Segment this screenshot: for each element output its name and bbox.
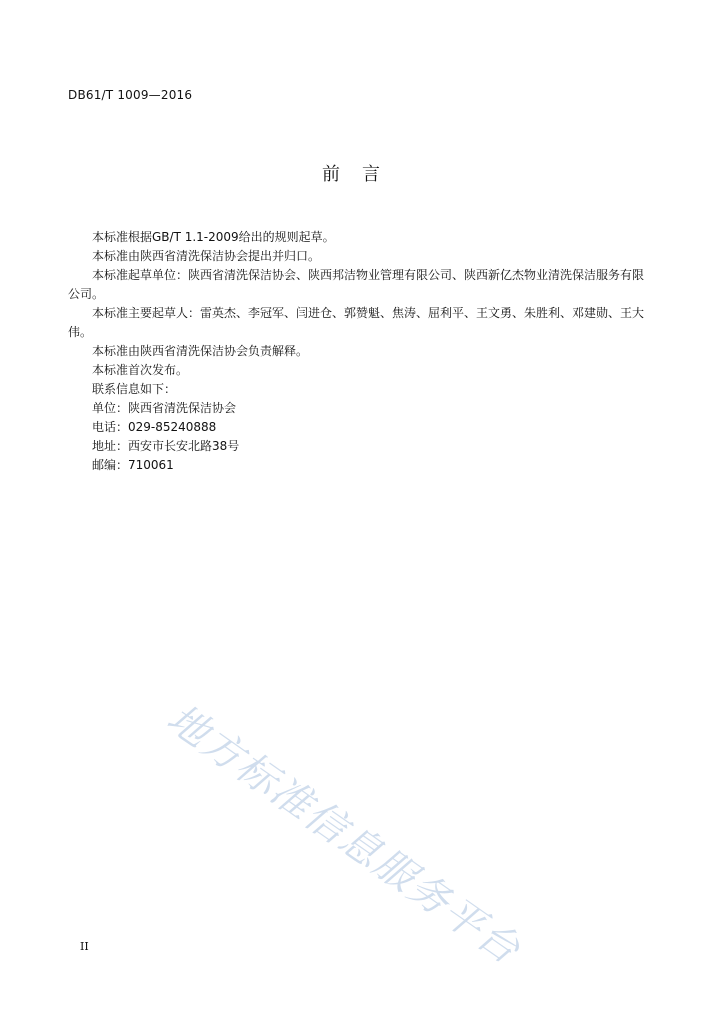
page-number: II bbox=[80, 940, 89, 953]
contact-address: 地址：西安市长安北路38号 bbox=[92, 439, 240, 453]
paragraph-drafting-units: 本标准起草单位：陕西省清洗保洁协会、陕西邦洁物业管理有限公司、陕西新亿杰物业清洗保洁服务有限公司。 bbox=[68, 268, 645, 301]
standard-code-header: DB61/T 1009—2016 bbox=[68, 88, 193, 102]
contact-phone: 电话：029-85240888 bbox=[92, 420, 217, 434]
foreword-content bbox=[68, 228, 648, 475]
page-title: 前言 bbox=[322, 164, 402, 185]
watermark-text: 地方标准信息服务平台 bbox=[158, 695, 529, 974]
contact-postcode: 邮编：710061 bbox=[92, 458, 174, 472]
paragraph-contact-heading: 联系信息如下： bbox=[92, 382, 177, 396]
contact-unit: 单位：陕西省清洗保洁协会 bbox=[92, 401, 237, 415]
paragraph-first-release: 本标准首次发布。 bbox=[92, 363, 189, 377]
paragraph-proposer: 本标准由陕西省清洗保洁协会提出并归口。 bbox=[92, 249, 321, 263]
paragraph-drafters: 本标准主要起草人：雷英杰、李冠军、闫进仓、郭赞魁、焦涛、屈利平、王文勇、朱胜利、邓建勋、王大伟。 bbox=[68, 306, 645, 339]
paragraph-interpretation: 本标准由陕西省清洗保洁协会负责解释。 bbox=[92, 344, 309, 358]
paragraph-drafting-rules: 本标准根据GB/T 1.1-2009给出的规则起草。 bbox=[92, 230, 335, 244]
